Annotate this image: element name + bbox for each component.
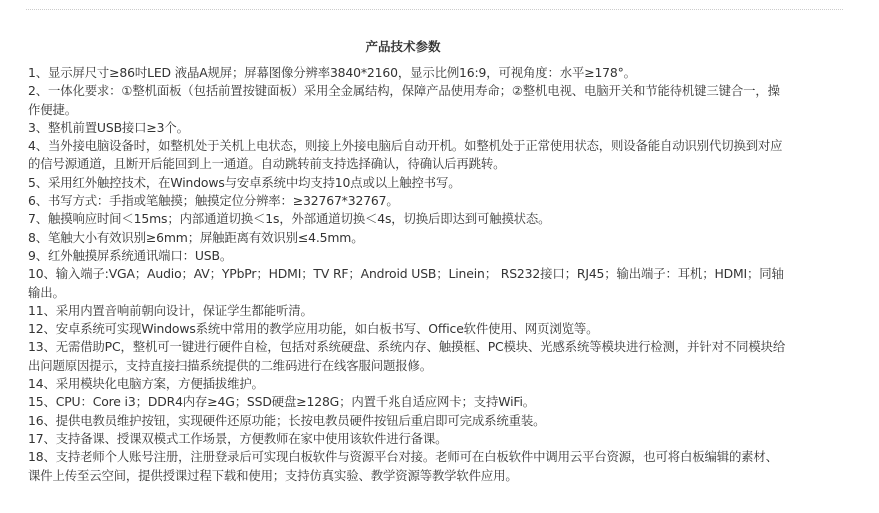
spec-item-17: 17、支持备课、授课双模式工作场景，方便教师在家中使用该软件进行备课。 xyxy=(28,430,448,446)
spec-item-2: 2、一体化要求：①整机面板（包括前置按键面板）采用全金属结构，保障产品使用寿命；②整机电视、电脑开关和节能待机键三键合一，操作便捷。 xyxy=(28,83,780,117)
spec-item-10: 10、输入端子:VGA；Audio；AV；YPbPr；HDMI；TV RF；Android USB；Linein； RS232接口；RJ45；输出端子：耳机；HDMI；同轴输出。 xyxy=(28,266,784,300)
spec-item-8: 8、笔触大小有效识别≥6mm；屏触距离有效识别≤4.5mm。 xyxy=(28,229,364,245)
spec-item-9: 9、红外触摸屏系统通讯端口：USB。 xyxy=(28,247,233,263)
spec-item-15: 15、CPU：Core i3；DDR4内存≥4G；SSD硬盘≥128G；内置千兆自适应网卡；支持WiFi。 xyxy=(28,394,535,410)
spec-list xyxy=(28,64,788,485)
page-title: 产品技术参数 xyxy=(365,39,441,54)
top-divider xyxy=(26,9,843,10)
spec-item-6: 6、书写方式：手指或笔触摸；触摸定位分辨率：≥32767*32767。 xyxy=(28,193,399,209)
spec-item-13: 13、无需借助PC，整机可一键进行硬件自检，包括对系统硬盘、系统内存、触摸框、PC模块、光感系统等模块进行检测，并针对不同模块给出问题原因提示，支持直接扫描系统提供的二维码进行在线客服问题报修。 xyxy=(28,339,786,373)
spec-item-1: 1、显示屏尺寸≥86吋LED 液晶A规屏；屏幕图像分辨率3840*2160，显示比例16:9，可视角度：水平≥178°。 xyxy=(28,65,636,80)
spec-item-5: 5、采用红外触控技术，在Windows与安卓系统中均支持10点或以上触控书写。 xyxy=(28,174,461,190)
spec-item-18: 18、支持老师个人账号注册，注册登录后可实现白板软件与资源平台对接。老师可在白板软件中调用云平台资源，也可将白板编辑的素材、课件上传至云空间，提供授课过程下载和使用；支持仿真实验、教学资源等教学软件应用。 xyxy=(28,449,778,483)
spec-item-3: 3、整机前置USB接口≥3个。 xyxy=(28,119,189,135)
spec-item-4: 4、当外接电脑设备时，如整机处于关机上电状态，则接上外接电脑后自动开机。如整机处于正常使用状态，则设备能自动识别代切换到对应的信号源通道，且断开后能回到上一通道。自动跳转前支持选择确认，待确认后再跳转。 xyxy=(28,138,783,172)
spec-item-11: 11、采用内置音响前朝向设计，保证学生都能听清。 xyxy=(28,302,313,318)
spec-item-16: 16、提供电教员维护按钮，实现硬件还原功能；长按电教员硬件按钮后重启即可完成系统重装。 xyxy=(28,412,546,428)
spec-item-7: 7、触摸响应时间＜15ms；内部通道切换＜1s，外部通道切换＜4s，切换后即达到可触摸状态。 xyxy=(28,211,551,227)
spec-item-14: 14、采用模块化电脑方案，方便插拔维护。 xyxy=(28,376,264,392)
spec-item-12: 12、安卓系统可实现Windows系统中常用的教学应用功能，如白板书写、Office软件使用、网页浏览等。 xyxy=(28,321,599,337)
